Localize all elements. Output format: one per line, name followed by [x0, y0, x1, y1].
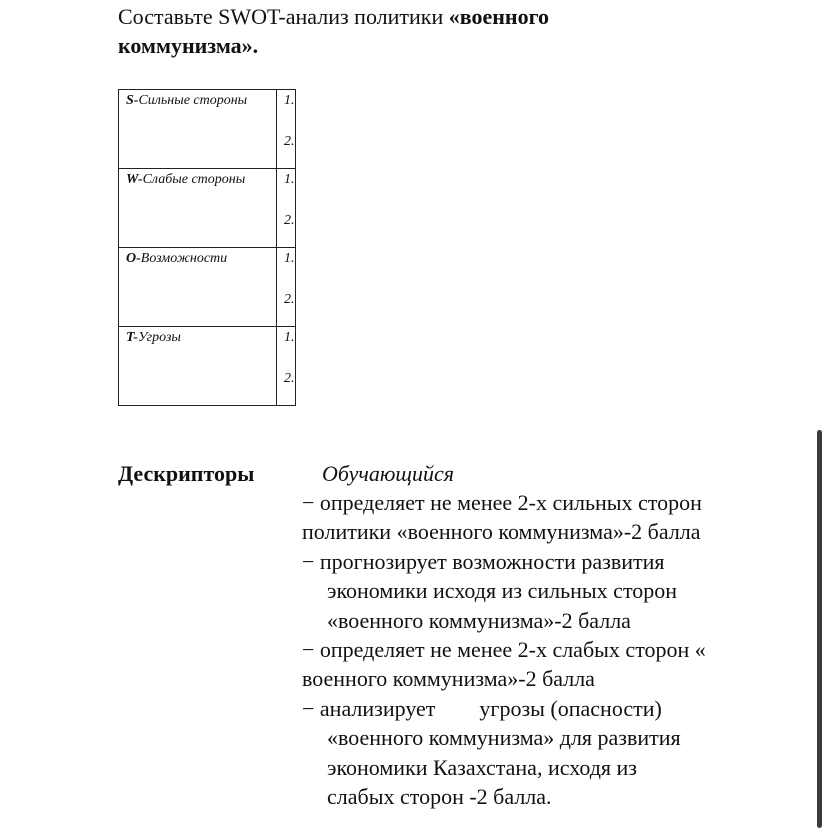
- item-number-2: 2.: [284, 134, 295, 149]
- descriptor-line: «военного коммунизма»-2 балла: [327, 607, 631, 633]
- descriptors-subtitle: Обучающийся: [322, 461, 455, 486]
- descriptor-line: военного коммунизма»-2 балла: [302, 666, 595, 692]
- swot-row-s: [119, 90, 296, 169]
- descriptors-list: [302, 488, 822, 811]
- swot-answer-cell: [277, 90, 296, 169]
- descriptor-line: политики «военного коммунизма»-2 балла: [302, 519, 701, 545]
- descriptor-line: − анализирует угрозы (опасности): [302, 695, 662, 721]
- swot-letter: W-: [126, 172, 143, 187]
- swot-label-cell: [119, 90, 277, 169]
- swot-answer-cell: [277, 327, 296, 406]
- item-number-2: 2.: [284, 213, 295, 228]
- descriptor-line: экономики Казахстана, исходя из: [327, 754, 637, 780]
- descriptor-line: − определяет не менее 2-х слабых сторон «: [302, 637, 706, 663]
- vertical-scrollbar[interactable]: [817, 430, 822, 828]
- item-number-1: 1.: [284, 93, 295, 108]
- descriptor-line: «военного коммунизма» для развития: [327, 725, 681, 751]
- swot-label: Угрозы: [137, 330, 181, 345]
- descriptor-line: − прогнозирует возможности развития: [302, 548, 665, 574]
- swot-letter: T-: [126, 330, 138, 345]
- swot-letter: S-: [126, 93, 139, 108]
- item-number-2: 2.: [284, 371, 295, 386]
- item-number-2: 2.: [284, 292, 295, 307]
- item-number-1: 1.: [284, 330, 295, 345]
- task-text: Составьте SWOT-анализ политики: [118, 4, 449, 29]
- swot-label-cell: [119, 248, 277, 327]
- descriptors-title: Дескрипторы: [118, 461, 255, 486]
- swot-table: [118, 89, 296, 406]
- swot-label: Возможности: [140, 251, 228, 266]
- swot-label-cell: [119, 327, 277, 406]
- swot-row-t: [119, 327, 296, 406]
- swot-row-w: [119, 169, 296, 248]
- item-number-1: 1.: [284, 172, 295, 187]
- swot-answer-cell: [277, 169, 296, 248]
- swot-answer-cell: [277, 248, 296, 327]
- swot-label-cell: [119, 169, 277, 248]
- swot-label: Слабые стороны: [142, 172, 246, 187]
- descriptor-line: экономики исходя из сильных сторон: [327, 578, 678, 604]
- task-statement: [118, 2, 678, 60]
- task-bold-text: «военного коммунизма».: [118, 4, 550, 58]
- swot-letter: O-: [126, 251, 141, 266]
- descriptor-line: − определяет не менее 2-х сильных сторон: [302, 490, 702, 515]
- item-number-1: 1.: [284, 251, 295, 266]
- swot-label: Сильные стороны: [138, 93, 248, 108]
- descriptor-line: слабых сторон -2 балла.: [327, 784, 552, 810]
- swot-row-o: [119, 248, 296, 327]
